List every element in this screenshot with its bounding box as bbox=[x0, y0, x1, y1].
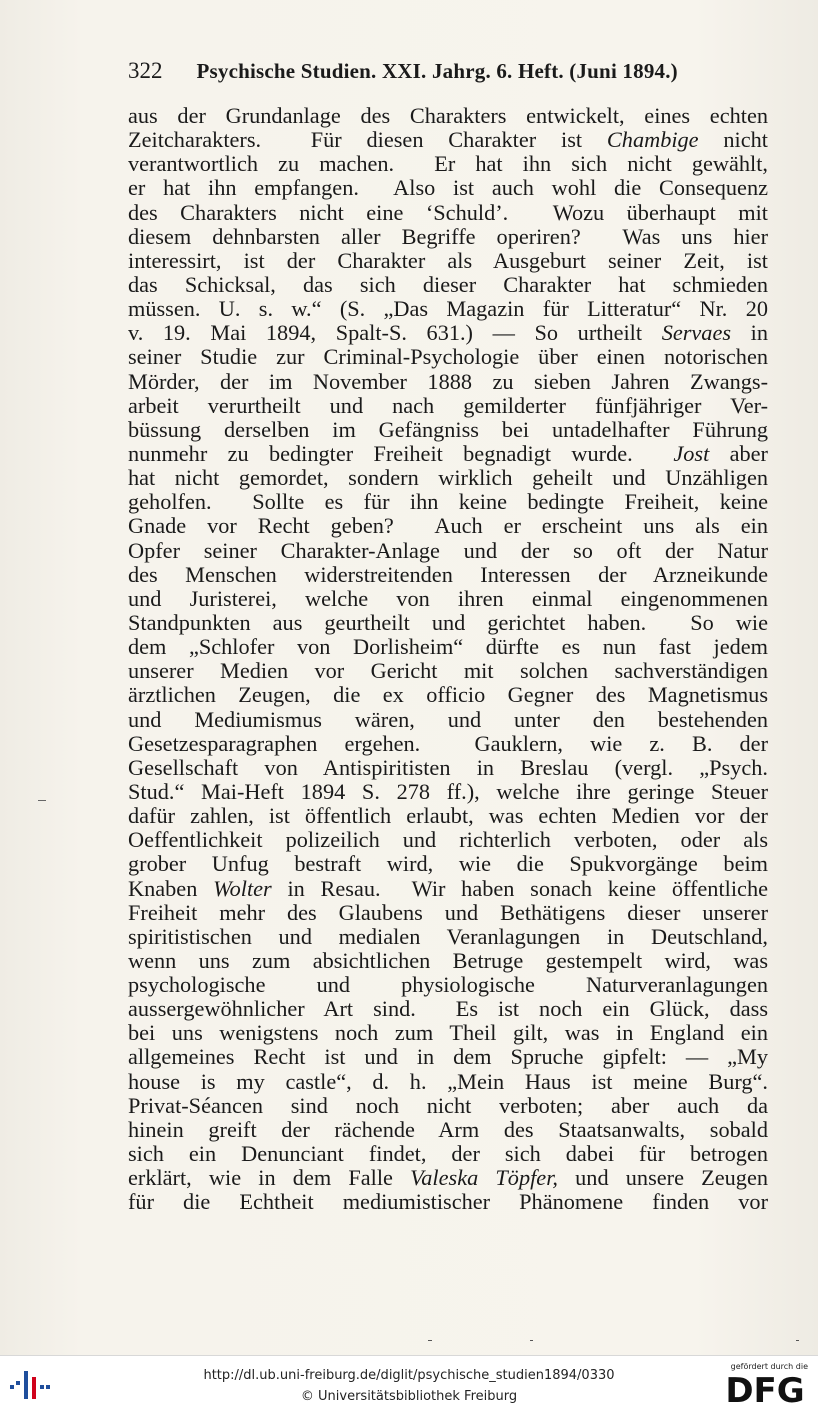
text-line bbox=[128, 1094, 768, 1118]
text-segment: und Mediumismus wären, und unter den bestehenden bbox=[128, 706, 768, 732]
text-line bbox=[128, 973, 768, 997]
text-segment: aussergewöhnlicher Art sind. Es ist noch ein Glück, dass bbox=[128, 996, 768, 1022]
text-segment: bei uns wenigstens noch zum Theil gilt, was in England ein bbox=[128, 1020, 768, 1046]
dfg-logo-icon[interactable] bbox=[722, 1372, 808, 1406]
emphasized-name: Valeska Töpfer, bbox=[410, 1165, 558, 1191]
text-segment: ärztlichen Zeugen, die ex officio Gegner des Magnetismus bbox=[128, 682, 768, 708]
text-line bbox=[128, 152, 768, 176]
text-line bbox=[128, 659, 768, 683]
text-line bbox=[128, 780, 768, 804]
text-segment: verantwortlich zu machen. Er hat ihn sich nicht gewählt, bbox=[128, 151, 768, 177]
text-line bbox=[128, 732, 768, 756]
text-segment: Knaben bbox=[128, 875, 214, 901]
text-segment: spiritistischen und medialen Veranlagungen in Deutschland, bbox=[128, 923, 768, 949]
text-segment: arbeit verurtheilt und nach gemilderter fünfjähriger Ver- bbox=[128, 392, 768, 418]
text-line bbox=[128, 128, 768, 152]
text-line bbox=[128, 345, 768, 369]
text-line bbox=[128, 104, 768, 128]
text-segment: Freiheit mehr des Glaubens und Bethätigens dieser unserer bbox=[128, 899, 768, 925]
emphasized-name: Servaes bbox=[661, 320, 732, 346]
text-segment: Gnade vor Recht geben? Auch er erscheint uns als ein bbox=[128, 513, 768, 539]
text-segment: hinein greift der rächende Arm des Staatsanwalts, sobald bbox=[128, 1116, 768, 1142]
text-segment: dem „Schlofer von Dorlisheim“ dürfte es nun fast jedem bbox=[128, 634, 768, 660]
text-segment: unserer Medien vor Gericht mit solchen sachverständigen bbox=[128, 658, 768, 684]
text-segment: er hat ihn empfangen. Also ist auch wohl die Consequenz bbox=[128, 175, 768, 201]
text-line bbox=[128, 273, 768, 297]
text-line bbox=[128, 394, 768, 418]
viewer-footer bbox=[0, 1355, 818, 1412]
text-segment: seiner Studie zur Criminal-Psychologie über einen notorischen bbox=[128, 344, 768, 370]
text-segment: Zeitcharakters. Für diesen Charakter ist bbox=[128, 127, 607, 153]
copyright-notice: © Universitätsbibliothek Freiburg bbox=[300, 1389, 518, 1404]
text-segment: house is my castle“, d. h. „Mein Haus ist meine Burg“. bbox=[128, 1068, 768, 1094]
text-line bbox=[128, 1142, 768, 1166]
body-text bbox=[128, 104, 768, 1214]
text-segment: in Resau. Wir haben sonach keine öffentliche bbox=[271, 875, 768, 901]
scan-mark bbox=[428, 1340, 432, 1341]
text-line bbox=[128, 804, 768, 828]
text-line bbox=[128, 828, 768, 852]
text-segment: erklärt, wie in dem Falle bbox=[128, 1165, 411, 1191]
emphasized-name: Wolter bbox=[213, 875, 272, 901]
text-segment: Stud.“ Mai-Heft 1894 S. 278 ff.), welche ihre geringe Steuer bbox=[128, 778, 768, 804]
document-url-link[interactable]: http://dl.ub.uni-freiburg.de/diglit/psychische_studien1894/0330 bbox=[203, 1368, 615, 1383]
text-segment: Opfer seiner Charakter-Anlage und der so oft der Natur bbox=[128, 537, 768, 563]
page-number: 322 bbox=[128, 58, 163, 83]
text-segment: aus der Grundanlage des Charakters entwickelt, eines echten bbox=[128, 103, 768, 128]
text-segment: allgemeines Recht ist und in dem Spruche gipfelt: — „My bbox=[128, 1044, 768, 1070]
text-line bbox=[128, 949, 768, 973]
text-segment: diesem dehnbarsten aller Begriffe operiren? Was uns hier bbox=[128, 223, 768, 249]
text-line bbox=[128, 370, 768, 394]
dfg-logo-text: DFG bbox=[725, 1372, 805, 1406]
text-segment: und Juristerei, welche von ihren einmal eingenommenen bbox=[128, 585, 768, 611]
text-segment: dafür zahlen, ist öffentlich erlaubt, was echten Medien vor der bbox=[128, 803, 768, 829]
text-segment: aber bbox=[709, 440, 768, 466]
scan-mark bbox=[796, 1340, 799, 1341]
text-line bbox=[128, 901, 768, 925]
text-line bbox=[128, 490, 768, 514]
text-segment: psychologische und physiologische Naturveranlagungen bbox=[128, 972, 768, 998]
emphasized-name: Jost bbox=[673, 440, 710, 466]
text-line bbox=[128, 683, 768, 707]
text-segment: Mörder, der im November 1888 zu sieben Jahren Zwangs- bbox=[128, 368, 768, 394]
text-segment: hat nicht gemordet, sondern wirklich geheilt und Unzähligen bbox=[128, 465, 768, 491]
text-segment: grober Unfug bestraft wird, wie die Spukvorgänge beim bbox=[128, 851, 768, 877]
text-line bbox=[128, 635, 768, 659]
text-line bbox=[128, 1045, 768, 1069]
text-segment: für die Echtheit mediumistischer Phänomene finden vor bbox=[128, 1189, 768, 1215]
text-line bbox=[128, 997, 768, 1021]
text-segment: wenn uns zum absichtlichen Betruge gestempelt wird, was bbox=[128, 947, 768, 973]
text-segment: des Charakters nicht eine ‘Schuld’. Wozu überhaupt mit bbox=[128, 199, 768, 225]
text-line bbox=[128, 321, 768, 345]
text-segment: Standpunkten aus geurtheilt und gerichtet haben. So wie bbox=[128, 609, 768, 635]
text-line bbox=[128, 297, 768, 321]
text-line bbox=[128, 514, 768, 538]
page-header bbox=[128, 58, 768, 88]
text-segment: das Schicksal, das sich dieser Charakter hat schmieden bbox=[128, 271, 768, 297]
text-line bbox=[128, 756, 768, 780]
text-line bbox=[128, 1166, 768, 1190]
text-segment: v. 19. Mai 1894, Spalt-S. 631.) — So urtheilt bbox=[128, 320, 662, 346]
text-line bbox=[128, 225, 768, 249]
text-line bbox=[128, 925, 768, 949]
text-line bbox=[128, 442, 768, 466]
text-line bbox=[128, 587, 768, 611]
text-line bbox=[128, 877, 768, 901]
text-segment: büssung derselben im Gefängniss bei untadelhafter Führung bbox=[128, 416, 768, 442]
text-segment: geholfen. Sollte es für ihn keine bedingte Freiheit, keine bbox=[128, 489, 768, 515]
text-line bbox=[128, 418, 768, 442]
text-segment: nicht bbox=[698, 127, 768, 153]
sponsor-note: gefördert durch die bbox=[730, 1362, 808, 1371]
text-segment: des Menschen widerstreitenden Interessen der Arzneikunde bbox=[128, 561, 768, 587]
text-segment: und unsere Zeugen bbox=[557, 1165, 768, 1191]
text-segment: interessirt, ist der Charakter als Ausgeburt seiner Zeit, ist bbox=[128, 247, 768, 273]
text-segment: Gesellschaft von Antispiritisten in Breslau (vergl. „Psych. bbox=[128, 754, 768, 780]
text-line bbox=[128, 539, 768, 563]
text-segment: nunmehr zu bedingter Freiheit begnadigt wurde. bbox=[128, 440, 674, 466]
text-line bbox=[128, 249, 768, 273]
text-segment: müssen. U. s. w.“ (S. „Das Magazin für Litteratur“ Nr. 20 bbox=[128, 296, 768, 322]
text-line bbox=[128, 201, 768, 225]
text-line bbox=[128, 563, 768, 587]
text-line bbox=[128, 611, 768, 635]
scan-mark bbox=[38, 800, 46, 801]
text-line bbox=[128, 1021, 768, 1045]
text-segment: Gesetzesparagraphen ergehen. Gauklern, wie z. B. der bbox=[128, 730, 768, 756]
text-segment: Privat-Séancen sind noch nicht verboten; aber auch da bbox=[128, 1092, 768, 1118]
text-line bbox=[128, 708, 768, 732]
scan-mark bbox=[530, 1340, 533, 1341]
text-line bbox=[128, 176, 768, 200]
text-line bbox=[128, 1118, 768, 1142]
running-head: Psychische Studien. XXI. Jahrg. 6. Heft. (Juni 1894.) bbox=[196, 59, 678, 83]
text-line bbox=[128, 1190, 768, 1214]
text-line bbox=[128, 466, 768, 490]
emphasized-name: Chambige bbox=[606, 127, 699, 153]
text-segment: sich ein Denunciant findet, der sich dabei für betrogen bbox=[128, 1141, 768, 1167]
text-line bbox=[128, 1070, 768, 1094]
text-line bbox=[128, 852, 768, 876]
text-segment: Oeffentlichkeit polizeilich und richterlich verboten, oder als bbox=[128, 827, 768, 853]
text-segment: in bbox=[731, 320, 768, 346]
